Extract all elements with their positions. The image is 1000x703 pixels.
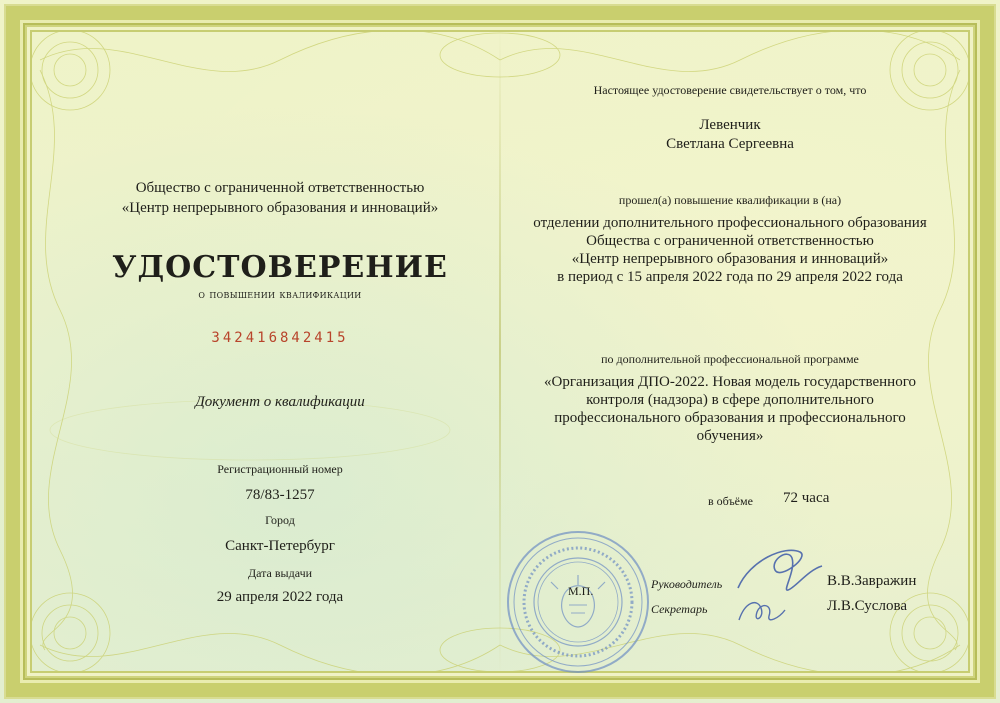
issue-date-value: 29 апреля 2022 года <box>216 589 344 605</box>
program-label: по дополнительной профессиональной программе <box>601 352 859 366</box>
secretary-name: Л.В.Суслова <box>827 598 907 614</box>
institution-line-1: отделении дополнительного профессионального образования <box>533 215 927 231</box>
document-subtitle: о повышении квалификации <box>198 287 362 301</box>
certifies-text: Настоящее удостоверение свидетельствует о том, что <box>593 83 867 97</box>
program-line-3: профессионального образования и профессионального <box>554 410 906 426</box>
registration-number: 78/83-1257 <box>245 487 315 503</box>
city-label: Город <box>265 513 295 527</box>
serial-number: 342416842415 <box>211 330 349 346</box>
issuer-line-1: Общество с ограниченной ответственностью <box>135 180 425 196</box>
city-value: Санкт-Петербург <box>225 538 335 554</box>
holder-given-names: Светлана Сергеевна <box>666 136 794 152</box>
program-title <box>515 373 945 445</box>
program-line-4: обучения» <box>696 428 764 444</box>
registration-label: Регистрационный номер <box>217 462 343 476</box>
official-seal-stamp <box>503 527 653 677</box>
institution-line-2: Общества с ограниченной ответственностью <box>586 233 874 249</box>
head-role-label: Руководитель <box>651 577 723 591</box>
institution-line-3: «Центр непрерывного образования и инноваций» <box>571 251 889 267</box>
head-name: В.В.Завражин <box>827 573 917 589</box>
secretary-signature <box>735 590 790 630</box>
program-line-1: «Организация ДПО-2022. Новая модель государственного <box>544 374 916 390</box>
institution-block <box>510 214 950 286</box>
issuer-line-2: «Центр непрерывного образования и инноваций» <box>121 200 439 216</box>
center-fold <box>499 28 501 675</box>
issue-date-label: Дата выдачи <box>247 566 313 580</box>
passed-text: прошел(а) повышение квалификации в (на) <box>618 193 842 207</box>
volume-label: в объёме <box>708 494 753 508</box>
document-title: УДОСТОВЕРЕНИЕ <box>112 250 448 285</box>
period-line: в период с 15 апреля 2022 года по 29 апреля 2022 года <box>557 269 903 285</box>
holder-surname: Левенчик <box>699 117 761 133</box>
volume-value: 72 часа <box>783 490 830 506</box>
program-line-2: контроля (надзора) в сфере дополнительного <box>586 392 874 408</box>
document-type: Документ о квалификации <box>195 394 365 410</box>
issuer-organization <box>90 178 470 218</box>
secretary-role-label: Секретарь <box>651 602 708 616</box>
seal-placeholder-label: М.П. <box>568 584 594 598</box>
